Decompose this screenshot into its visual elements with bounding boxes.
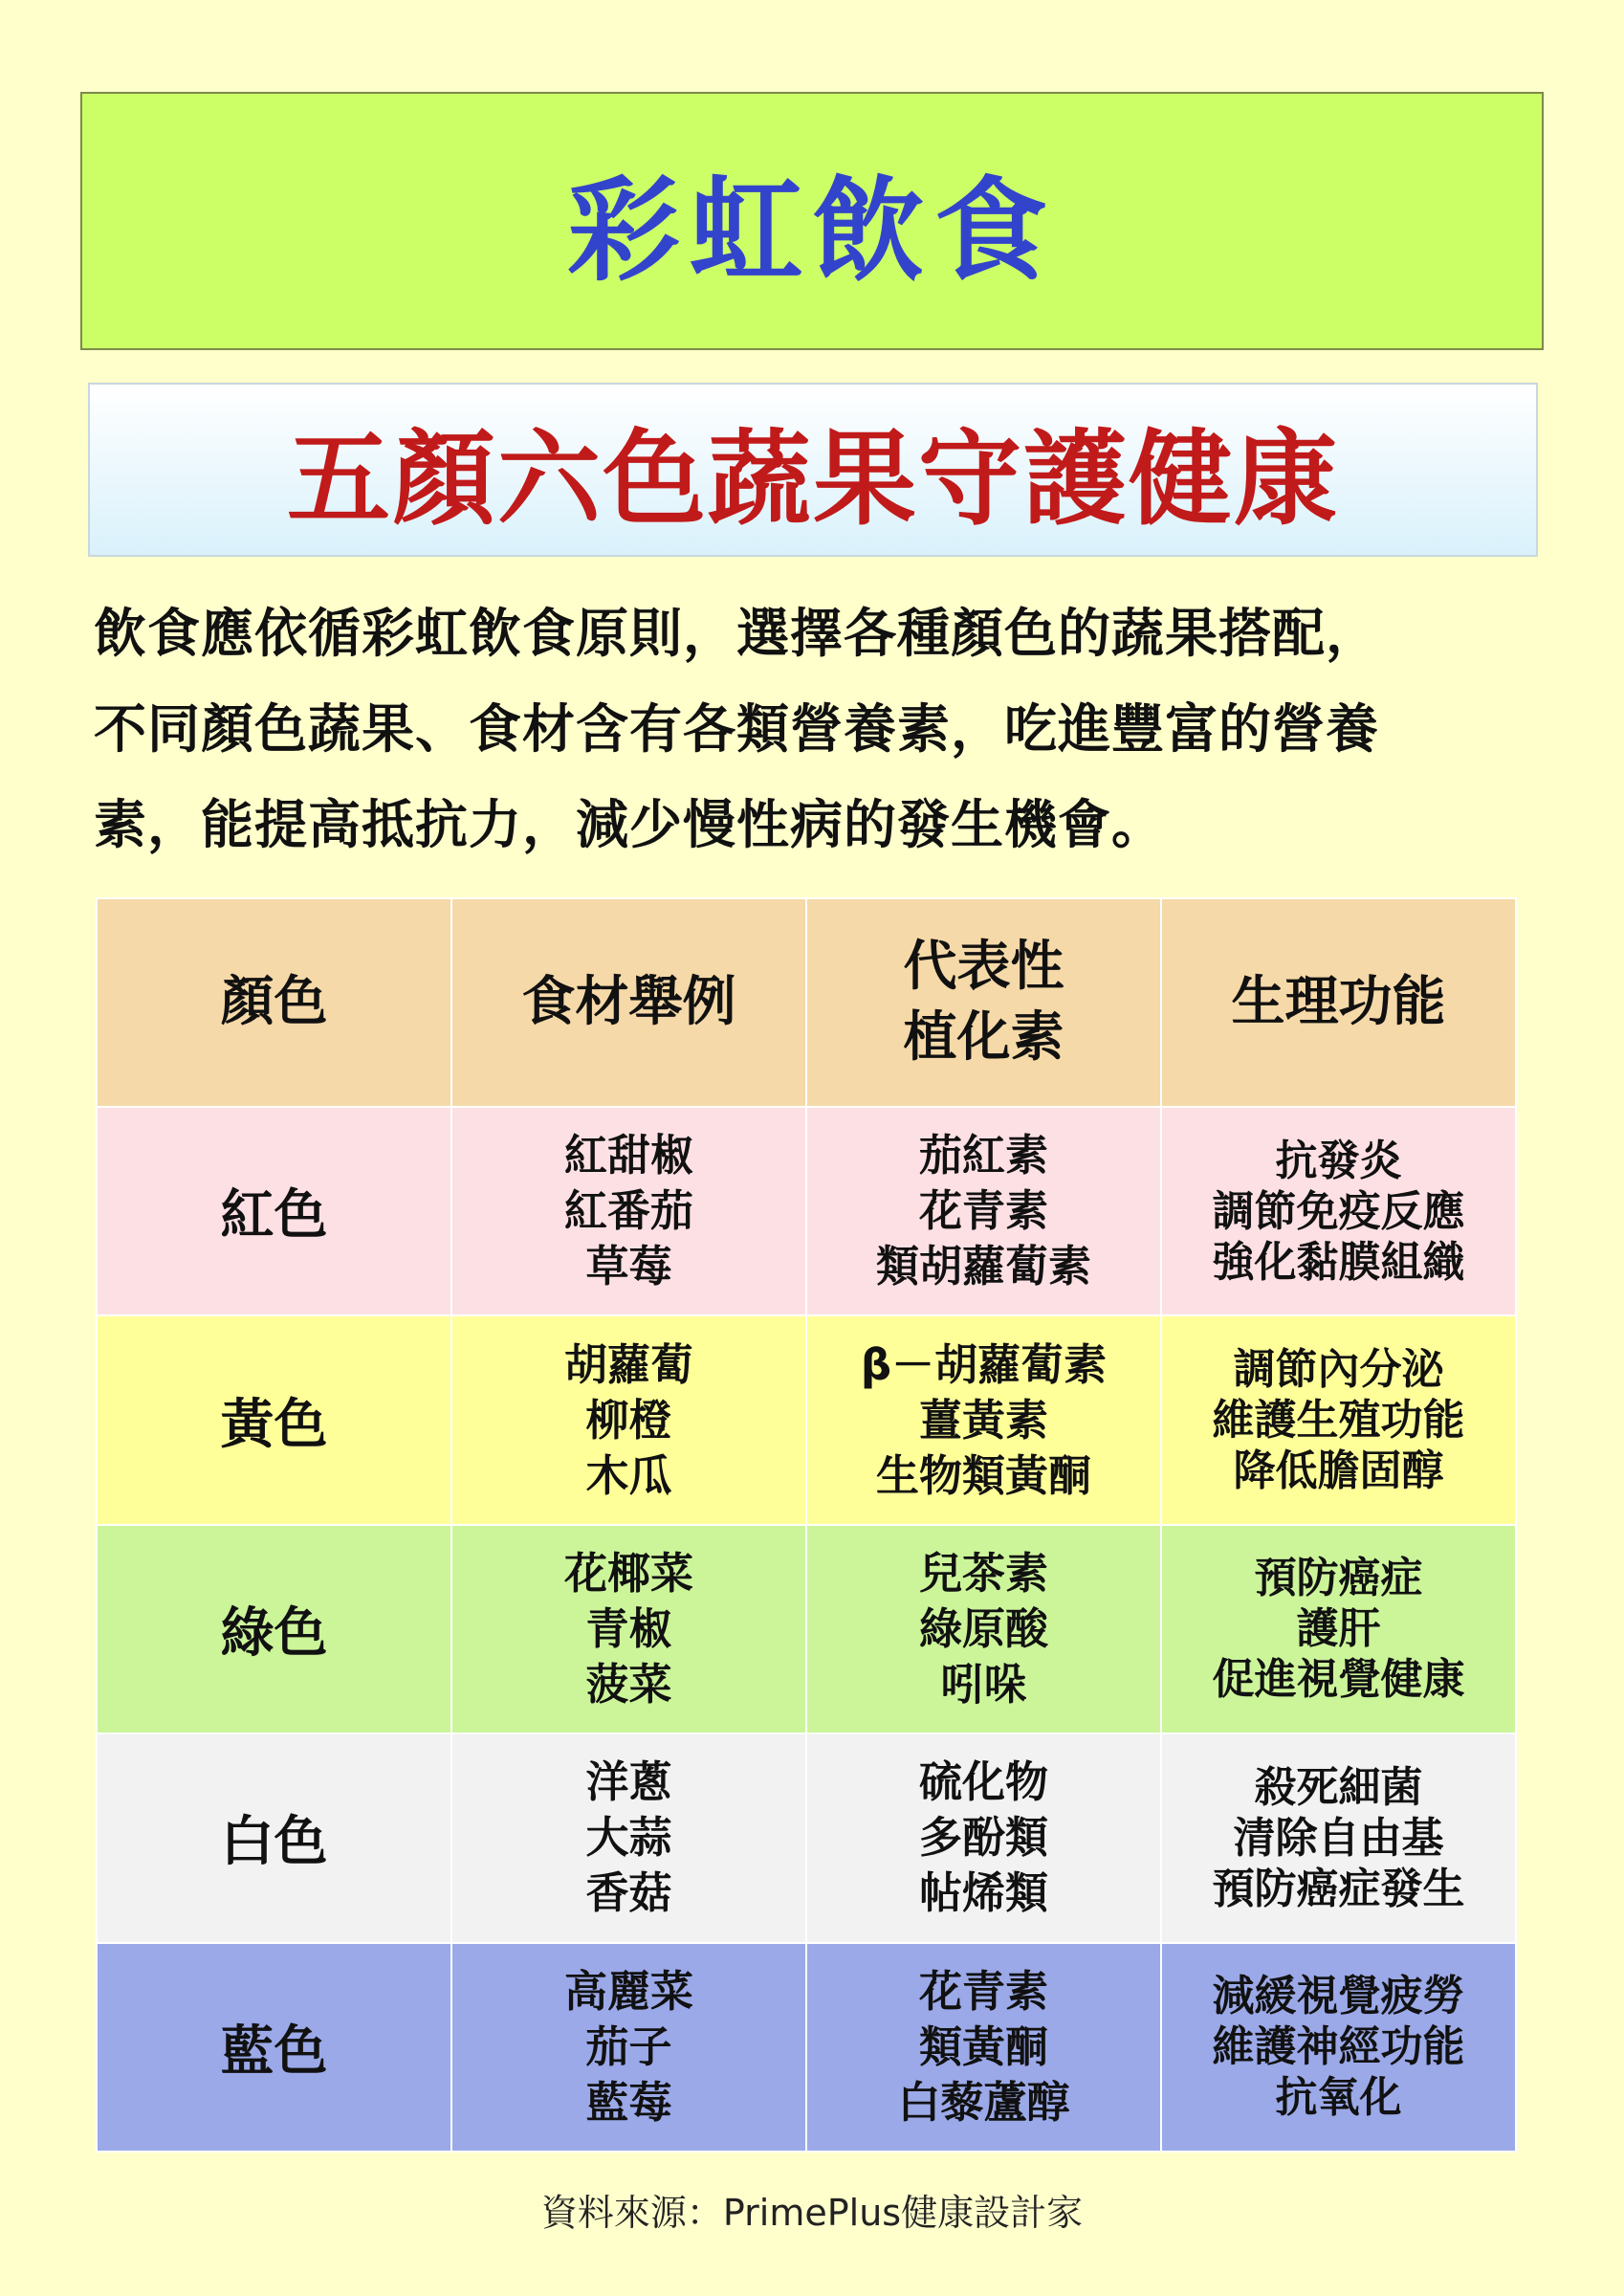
- food-item: 菠菜: [585, 1658, 672, 1710]
- cell-foods: [451, 1525, 806, 1733]
- cell-phytochemicals: [806, 1525, 1161, 1733]
- function-item: 預防癌症發生: [1212, 1864, 1465, 1913]
- food-item: 紅甜椒: [563, 1130, 693, 1181]
- cell-color-name: 紅色: [97, 1107, 451, 1315]
- food-item: 高麗菜: [563, 1965, 693, 2017]
- phyto-item: 硫化物: [918, 1756, 1048, 1808]
- cell-color-name: 黃色: [97, 1315, 451, 1524]
- cell-phytochemicals: [806, 1107, 1161, 1315]
- phyto-item: 白藜蘆醇: [897, 2076, 1070, 2128]
- page-subtitle: 五顏六色蔬果守護健康: [286, 419, 1339, 540]
- phyto-item: 綠原酸: [918, 1602, 1048, 1654]
- header-functions: 生理功能: [1161, 898, 1516, 1107]
- function-item: 預防癌症: [1254, 1554, 1423, 1603]
- food-item: 藍莓: [585, 2076, 672, 2128]
- cell-color-name: 白色: [97, 1733, 451, 1942]
- cell-functions: [1161, 1733, 1516, 1942]
- function-item: 抗氧化: [1275, 2073, 1402, 2123]
- cell-color-name: 綠色: [97, 1525, 451, 1733]
- intro-line: 素，能提高抵抗力，減少慢性病的發生機會。: [94, 794, 1166, 855]
- function-item: 調節免疫反應: [1212, 1186, 1465, 1236]
- food-item: 香菇: [585, 1867, 672, 1919]
- phyto-item: 茄紅素: [918, 1130, 1048, 1181]
- table-row: [97, 1943, 1516, 2152]
- phyto-item: 兒茶素: [918, 1547, 1048, 1599]
- cell-functions: [1161, 1525, 1516, 1733]
- cell-foods: [451, 1107, 806, 1315]
- function-item: 調節內分泌: [1233, 1345, 1444, 1395]
- table-row: [97, 1733, 1516, 1942]
- phyto-item: β－胡蘿蔔素: [860, 1338, 1108, 1390]
- food-item: 大蒜: [585, 1812, 672, 1864]
- cell-functions: [1161, 1107, 1516, 1315]
- function-item: 維護神經功能: [1212, 2022, 1465, 2072]
- phyto-item: 類胡蘿蔔素: [875, 1241, 1091, 1292]
- cell-functions: [1161, 1943, 1516, 2152]
- header-phyto-line: 代表性: [903, 936, 1064, 998]
- function-item: 減緩視覺疲勞: [1212, 1972, 1465, 2021]
- intro-paragraph: [94, 585, 1547, 872]
- cell-foods: [451, 1943, 806, 2152]
- phyto-item: 花青素: [918, 1185, 1048, 1237]
- cell-color-name: 藍色: [97, 1943, 451, 2152]
- food-item: 胡蘿蔔: [563, 1338, 693, 1390]
- cell-phytochemicals: [806, 1943, 1161, 2152]
- function-item: 強化黏膜組織: [1212, 1237, 1465, 1287]
- header-phytochemicals: [806, 898, 1161, 1107]
- table-header-row: [97, 898, 1516, 1107]
- function-item: 促進視覺健康: [1212, 1655, 1465, 1705]
- table-row: [97, 1107, 1516, 1315]
- cell-phytochemicals: [806, 1315, 1161, 1524]
- phyto-item: 生物類黃酮: [875, 1449, 1091, 1501]
- source-credit: 資料來源：PrimePlus健康設計家: [540, 2192, 1084, 2234]
- cell-foods: [451, 1315, 806, 1524]
- food-item: 青椒: [585, 1602, 672, 1654]
- header-color: 顏色: [97, 898, 451, 1107]
- phyto-item: 花青素: [918, 1965, 1048, 2017]
- title-banner: [80, 92, 1544, 350]
- intro-line: 飲食應依循彩虹飲食原則，選擇各種顏色的蔬果搭配，: [94, 603, 1380, 664]
- food-item: 茄子: [585, 2020, 672, 2072]
- header-phyto-line: 植化素: [903, 1006, 1064, 1069]
- phyto-item: 吲哚: [940, 1658, 1027, 1710]
- page-title: 彩虹飲食: [566, 164, 1057, 297]
- food-item: 花椰菜: [563, 1547, 693, 1599]
- phyto-item: 薑黃素: [918, 1394, 1048, 1446]
- food-item: 紅番茄: [563, 1185, 693, 1237]
- food-item: 草莓: [585, 1241, 672, 1292]
- function-item: 清除自由基: [1233, 1813, 1444, 1863]
- function-item: 殺死細菌: [1254, 1762, 1423, 1812]
- function-item: 抗發炎: [1275, 1136, 1402, 1185]
- function-item: 降低膽固醇: [1233, 1446, 1444, 1496]
- function-item: 維護生殖功能: [1212, 1396, 1465, 1446]
- phyto-item: 帖烯類: [918, 1867, 1048, 1919]
- food-item: 木瓜: [585, 1449, 672, 1501]
- cell-functions: [1161, 1315, 1516, 1524]
- table-row: [97, 1525, 1516, 1733]
- phyto-item: 類黃酮: [918, 2020, 1048, 2072]
- rainbow-diet-table: [96, 897, 1517, 2152]
- function-item: 護肝: [1296, 1604, 1381, 1654]
- cell-phytochemicals: [806, 1733, 1161, 1942]
- food-item: 柳橙: [585, 1394, 672, 1446]
- cell-foods: [451, 1733, 806, 1942]
- subtitle-banner: [88, 383, 1538, 557]
- table-row: [97, 1315, 1516, 1524]
- food-item: 洋蔥: [585, 1756, 672, 1808]
- table-body: [97, 1107, 1516, 2152]
- header-foods: 食材舉例: [451, 898, 806, 1107]
- phyto-item: 多酚類: [918, 1812, 1048, 1864]
- intro-line: 不同顏色蔬果、食材含有各類營養素，吃進豐富的營養: [94, 698, 1380, 760]
